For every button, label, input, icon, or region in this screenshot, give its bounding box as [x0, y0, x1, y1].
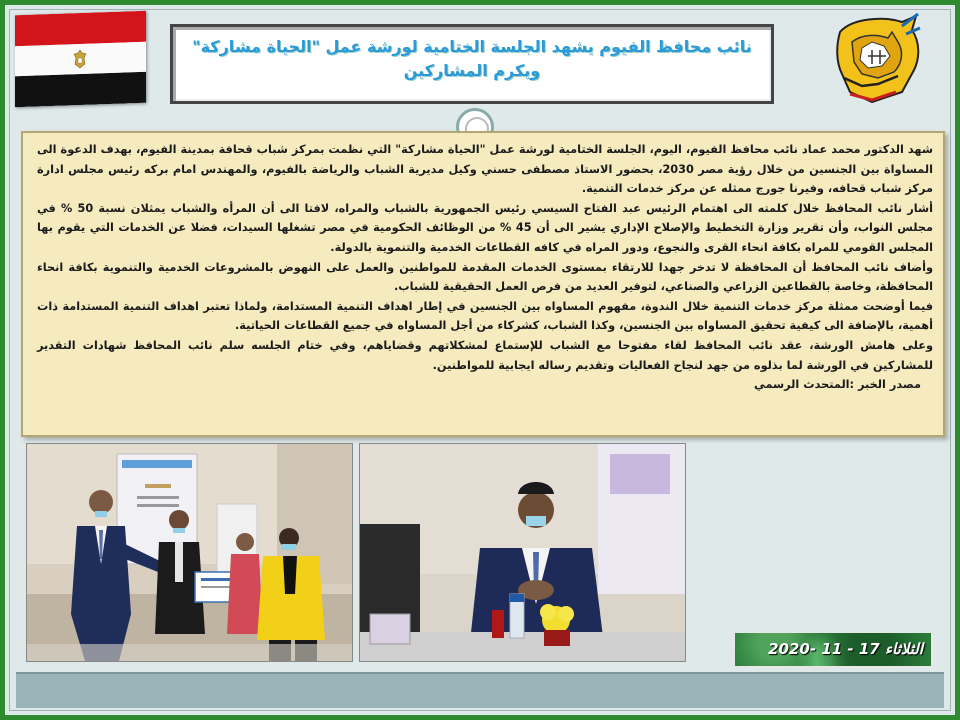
date-box	[733, 631, 933, 668]
article-paragraph-5: وعلى هامش الورشة، عقد نائب المحافظ لقاء مفتوحا مع الشباب للإستماع لمشكلاتهم وقضاياهم، وفي ختام الجلسه سلم نائب المحافظ شهادات التقدير للمشاركين في الورشة لما بذلوه من جهد لنجاح الفعاليات وتقديم رساله ايجابية للمواطنين.	[37, 338, 933, 372]
article-paragraph-1: شهد الدكتور محمد عماد نائب محافظ الفيوم، اليوم، الجلسة الختامية لورشة عمل "الحياة مشاركة" التي نظمت بمركز شباب قحافة بمدينة الفيوم، بهدف الدعوة الى المساواة بين الجنسين من خلال رؤية مصر 2030، بحضور الاستاذ مصطفى حسني وكيل مديرية الشباب والرياضة بالفيوم، والمهندس امام بركه رئيس مجلس ادارة مركز شباب قحافه، وفيرنا جورج ممثله عن مركز خدمات التنمية.	[37, 143, 933, 196]
egypt-flag-image	[15, 11, 146, 108]
fayoum-logo-icon	[832, 12, 924, 108]
eagle-icon	[70, 48, 90, 71]
article-panel	[21, 131, 945, 437]
article-paragraph-4: فيما أوضحت ممثلة مركز خدمات التنمية خلال الندوة، مفهوم المساواه بين الجنسين في إطار اهداف التنمية المستدامة، ولماذا تعتبر اهداف التنمية المستدامة ذات أهمية، بالإضافة الى كيفية تحقيق المساواه بين الجنسين، وكذا الشباب، كشركاء من أجل المساواه في جميع القطاعات الحياتية.	[37, 299, 933, 333]
certificate-ceremony-photo	[26, 443, 353, 662]
article-source: مصدر الخبر :المتحدث الرسمي	[754, 378, 921, 392]
footer-strip	[16, 672, 944, 708]
date-label: الثلاثاء 17 - 11 -2020	[768, 640, 923, 658]
deputy-governor-speaking-photo	[359, 443, 686, 662]
title-box	[170, 24, 774, 104]
headline: نائب محافظ الفيوم يشهد الجلسة الختامية لورشة عمل "الحياة مشاركة" ويكرم المشاركين	[192, 37, 752, 80]
article-paragraph-2: أشار نائب المحافظ خلال كلمته الى اهتمام الرئيس عبد الفتاح السيسي رئيس الجمهورية بالشباب والمراه، لافتا الى أن المرأه والشباب يمثلان نسبة 50 % في مجلس النواب، وأن تقرير وزارة التخطيط والإصلاح الإداري يشير الى أن 45 % من الوظائف الحكومية في مصر تشغلها السيدات، فضلا عن الخدمات التي يقوم بها المجلس القومي للمراه بكافة انحاء القرى والنجوع، ودور المراه في كافه القطاعات الخدمية والتنموية بالدولة.	[37, 201, 933, 254]
article-paragraph-3: وأضاف نائب المحافظ أن المحافظة لا تدخر جهدا للارتقاء بمستوى الخدمات المقدمة للمواطنين والعمل على النهوض بالمشروعات الخدمية والتنموية بكافة انحاء المحافظة، وخاصة بالقطاعين الزراعي والصناعي، لتوفير العديد من فرص العمل الحقيقية للشباب.	[37, 260, 933, 294]
